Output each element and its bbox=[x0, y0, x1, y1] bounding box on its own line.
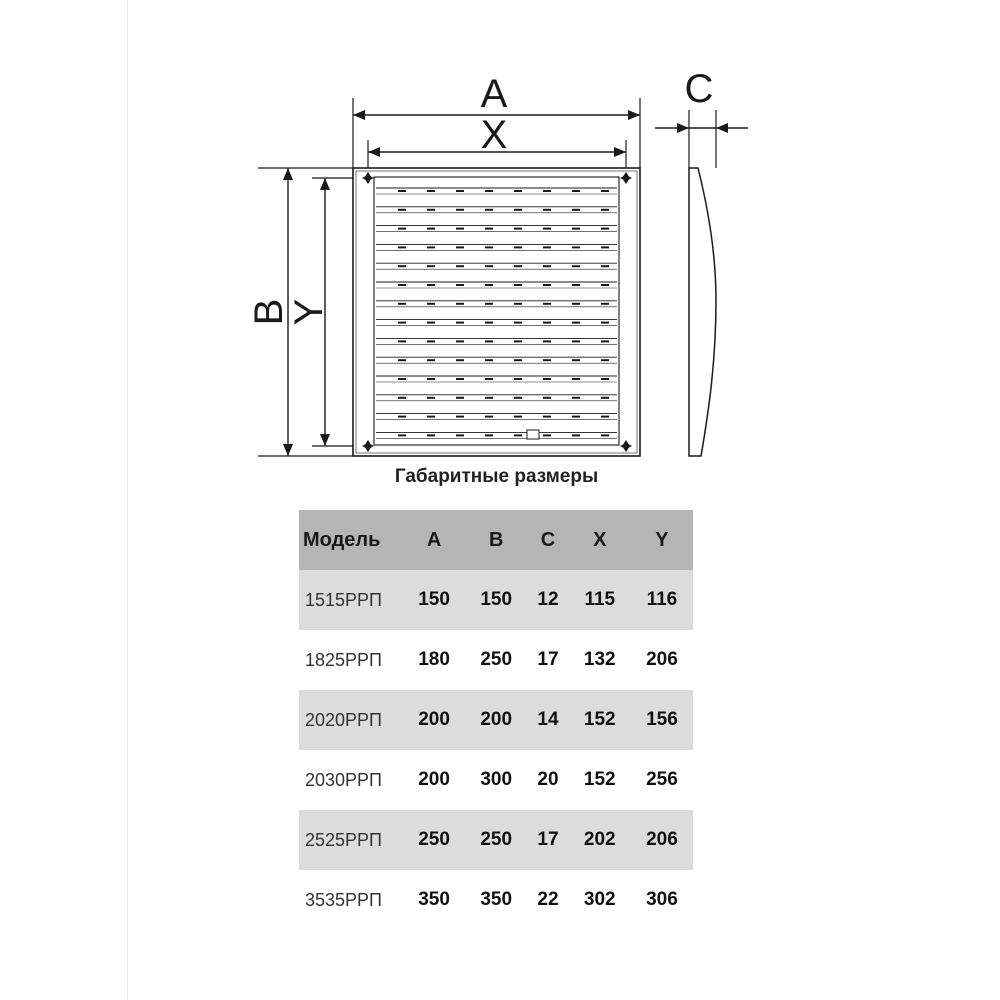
cell-b: 350 bbox=[480, 889, 513, 910]
slat-tick-mark bbox=[427, 434, 435, 436]
slat-tick-mark bbox=[543, 322, 551, 324]
slat-tick-mark bbox=[514, 359, 522, 361]
slat-tick-mark bbox=[601, 228, 609, 230]
slat-tick-mark bbox=[543, 246, 551, 248]
cell-c: 20 bbox=[537, 769, 559, 790]
cell-y: 256 bbox=[646, 769, 678, 790]
slat-tick-mark bbox=[456, 228, 464, 230]
header-c: C bbox=[540, 528, 556, 551]
slat-tick-mark bbox=[398, 378, 406, 380]
slat-tick-mark bbox=[485, 397, 493, 399]
slat-tick-mark bbox=[485, 416, 493, 418]
cell-a: 150 bbox=[418, 589, 450, 610]
label-b: B bbox=[247, 298, 291, 326]
slat-tick-mark bbox=[427, 340, 435, 342]
slat-tick-mark bbox=[427, 359, 435, 361]
slat-tick-mark bbox=[398, 359, 406, 361]
table-row bbox=[299, 570, 693, 630]
label-y: Y bbox=[287, 298, 331, 326]
cell-c: 17 bbox=[537, 649, 559, 670]
slat-tick-mark bbox=[456, 303, 464, 305]
cell-x: 152 bbox=[583, 769, 616, 790]
slat-tick-mark bbox=[601, 340, 609, 342]
cell-model: 2525РРП bbox=[305, 829, 382, 850]
slat-tick-mark bbox=[456, 284, 464, 286]
label-a: A bbox=[480, 72, 508, 116]
slat-tick-mark bbox=[398, 265, 406, 267]
slat-tick-mark bbox=[427, 378, 435, 380]
label-c: C bbox=[684, 67, 714, 111]
slat-tick-mark bbox=[398, 228, 406, 230]
cell-b: 250 bbox=[480, 829, 513, 850]
dimensions-caption: Габаритные размеры bbox=[394, 466, 599, 487]
header-b: B bbox=[488, 528, 504, 551]
slat-tick-mark bbox=[456, 378, 464, 380]
slat-tick-mark bbox=[572, 303, 580, 305]
slat-tick-mark bbox=[427, 322, 435, 324]
cell-y: 206 bbox=[646, 649, 678, 670]
slat-tick-mark bbox=[485, 190, 493, 192]
slat-tick-mark bbox=[398, 340, 406, 342]
slat-tick-mark bbox=[543, 228, 551, 230]
slat-tick-mark bbox=[485, 322, 493, 324]
slat-tick-mark bbox=[485, 378, 493, 380]
slat-tick-mark bbox=[485, 359, 493, 361]
slat-tick-mark bbox=[601, 303, 609, 305]
slat-tick-mark bbox=[514, 322, 522, 324]
cell-a: 180 bbox=[418, 649, 450, 670]
cell-b: 300 bbox=[480, 769, 513, 790]
cell-model: 2030РРП bbox=[305, 769, 382, 790]
cell-x: 202 bbox=[583, 829, 616, 850]
slat-tick-mark bbox=[514, 378, 522, 380]
slat-tick-mark bbox=[456, 265, 464, 267]
slat-tick-mark bbox=[485, 434, 493, 436]
slat-tick-mark bbox=[485, 246, 493, 248]
slat-tick-mark bbox=[572, 246, 580, 248]
slat-tick-mark bbox=[572, 322, 580, 324]
slat-tick-mark bbox=[456, 434, 464, 436]
slat-tick-mark bbox=[601, 190, 609, 192]
slat-tick-mark bbox=[398, 322, 406, 324]
slat-tick-mark bbox=[514, 190, 522, 192]
slat-tick-mark bbox=[543, 265, 551, 267]
slat-tick-mark bbox=[514, 397, 522, 399]
header-model: Модель bbox=[303, 528, 381, 551]
slat-tick-mark bbox=[514, 303, 522, 305]
slat-tick-mark bbox=[572, 340, 580, 342]
slat-tick-mark bbox=[485, 265, 493, 267]
slat-tick-mark bbox=[572, 228, 580, 230]
slat-tick-mark bbox=[485, 303, 493, 305]
slat-tick-mark bbox=[601, 359, 609, 361]
cell-a: 350 bbox=[418, 889, 450, 910]
slat-tick-mark bbox=[543, 434, 551, 436]
slat-tick-mark bbox=[543, 190, 551, 192]
slat-tick-mark bbox=[572, 416, 580, 418]
slat-tick-mark bbox=[427, 265, 435, 267]
cell-x: 115 bbox=[584, 589, 616, 610]
slat-tick-mark bbox=[572, 397, 580, 399]
slat-tick-mark bbox=[514, 416, 522, 418]
slat-tick-mark bbox=[543, 378, 551, 380]
slat-tick-mark bbox=[514, 228, 522, 230]
slat-tick-mark bbox=[485, 228, 493, 230]
slat-tick-mark bbox=[543, 303, 551, 305]
slat-tick-mark bbox=[485, 209, 493, 211]
slat-tick-mark bbox=[572, 265, 580, 267]
cell-b: 200 bbox=[480, 709, 513, 730]
cell-y: 156 bbox=[646, 709, 678, 730]
grille-dimension-drawing bbox=[0, 0, 1000, 470]
slat-tick-mark bbox=[572, 284, 580, 286]
slat-tick-mark bbox=[601, 378, 609, 380]
slat-tick-mark bbox=[601, 322, 609, 324]
table-row bbox=[299, 630, 693, 690]
grille-side-profile bbox=[689, 168, 716, 456]
slat-tick-mark bbox=[543, 416, 551, 418]
slat-tick-mark bbox=[427, 303, 435, 305]
slat-tick-mark bbox=[485, 340, 493, 342]
label-x: X bbox=[480, 113, 508, 157]
cell-x: 132 bbox=[583, 649, 616, 670]
slat-tick-mark bbox=[427, 246, 435, 248]
slat-tick-mark bbox=[398, 303, 406, 305]
slat-tick-mark bbox=[398, 190, 406, 192]
cell-y: 306 bbox=[646, 889, 678, 910]
slat-tick-mark bbox=[543, 340, 551, 342]
slat-tick-mark bbox=[601, 397, 609, 399]
slat-tick-mark bbox=[456, 340, 464, 342]
grille-latch bbox=[527, 430, 539, 439]
slat-tick-mark bbox=[572, 378, 580, 380]
slat-tick-mark bbox=[514, 246, 522, 248]
slat-tick-mark bbox=[456, 397, 464, 399]
slat-tick-mark bbox=[398, 246, 406, 248]
header-a: A bbox=[426, 528, 442, 551]
slat-tick-mark bbox=[514, 265, 522, 267]
slat-tick-mark bbox=[456, 246, 464, 248]
slat-tick-mark bbox=[514, 209, 522, 211]
slat-tick-mark bbox=[514, 340, 522, 342]
slat-tick-mark bbox=[427, 209, 435, 211]
cell-model: 3535РРП bbox=[305, 889, 382, 910]
slat-tick-mark bbox=[398, 284, 406, 286]
slat-tick-mark bbox=[601, 209, 609, 211]
slat-tick-mark bbox=[485, 284, 493, 286]
slat-tick-mark bbox=[601, 434, 609, 436]
cell-model: 1825РРП bbox=[305, 649, 382, 670]
slat-tick-mark bbox=[514, 284, 522, 286]
table-row bbox=[299, 750, 693, 810]
slat-tick-mark bbox=[543, 397, 551, 399]
slat-tick-mark bbox=[427, 228, 435, 230]
table-row bbox=[299, 870, 693, 930]
slat-tick-mark bbox=[456, 190, 464, 192]
slat-tick-mark bbox=[601, 265, 609, 267]
slat-tick-mark bbox=[514, 434, 522, 436]
slat-tick-mark bbox=[572, 209, 580, 211]
slat-tick-mark bbox=[572, 359, 580, 361]
table-row bbox=[299, 690, 693, 750]
slat-tick-mark bbox=[456, 209, 464, 211]
cell-c: 22 bbox=[537, 889, 559, 910]
cell-a: 200 bbox=[418, 709, 450, 730]
slat-tick-mark bbox=[456, 416, 464, 418]
slat-tick-mark bbox=[456, 322, 464, 324]
cell-y: 116 bbox=[646, 589, 678, 610]
cell-c: 14 bbox=[537, 709, 559, 730]
slat-tick-mark bbox=[572, 190, 580, 192]
slat-tick-mark bbox=[543, 359, 551, 361]
cell-y: 206 bbox=[646, 829, 678, 850]
grille-front-view bbox=[353, 168, 640, 456]
dimensions-table bbox=[299, 510, 693, 930]
slat-tick-mark bbox=[456, 359, 464, 361]
cell-b: 150 bbox=[480, 589, 513, 610]
slat-tick-mark bbox=[601, 416, 609, 418]
slat-tick-mark bbox=[543, 284, 551, 286]
slat-tick-mark bbox=[427, 284, 435, 286]
cell-a: 250 bbox=[418, 829, 450, 850]
header-y: Y bbox=[655, 528, 669, 551]
table-header-row bbox=[299, 510, 693, 570]
header-x: X bbox=[593, 528, 607, 551]
cell-model: 2020РРП bbox=[305, 709, 382, 730]
cell-x: 152 bbox=[583, 709, 616, 730]
slat-tick-mark bbox=[398, 416, 406, 418]
slat-tick-mark bbox=[398, 397, 406, 399]
slat-tick-mark bbox=[427, 397, 435, 399]
cell-a: 200 bbox=[418, 769, 450, 790]
slat-tick-mark bbox=[601, 246, 609, 248]
cell-b: 250 bbox=[480, 649, 513, 670]
slat-tick-mark bbox=[601, 284, 609, 286]
slat-tick-mark bbox=[398, 434, 406, 436]
slat-tick-mark bbox=[427, 190, 435, 192]
cell-x: 302 bbox=[583, 889, 616, 910]
cell-model: 1515РРП bbox=[305, 589, 382, 610]
slat-tick-mark bbox=[543, 209, 551, 211]
cell-c: 12 bbox=[537, 589, 559, 610]
slat-tick-mark bbox=[398, 209, 406, 211]
slat-tick-mark bbox=[572, 434, 580, 436]
table-row bbox=[299, 810, 693, 870]
cell-c: 17 bbox=[537, 829, 559, 850]
slat-tick-mark bbox=[427, 416, 435, 418]
